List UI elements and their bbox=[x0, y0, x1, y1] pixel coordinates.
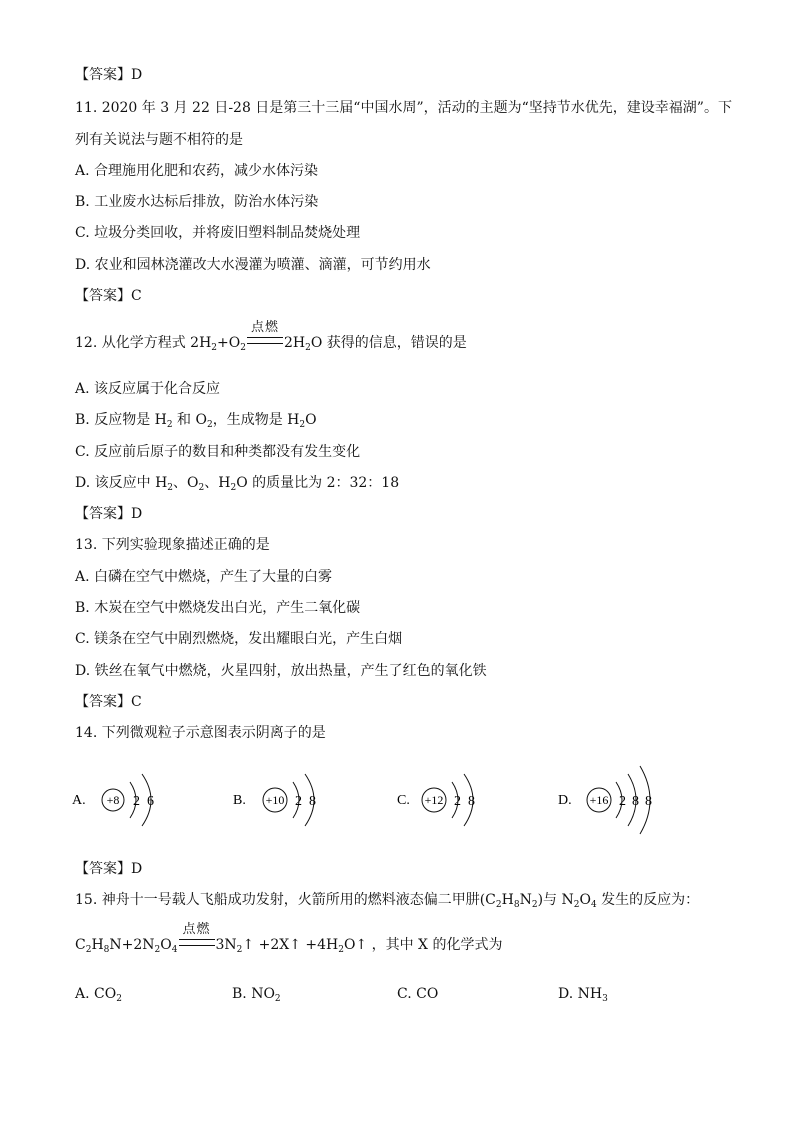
reaction-condition-arrow-q15: 点燃 bbox=[179, 936, 215, 954]
atom-d-nucleus-charge: +16 bbox=[589, 793, 609, 807]
q12-option-b: B. 反应物是 $H_2$ 和 $O_2$，生成物是 $H_2O$ bbox=[75, 412, 317, 430]
atom-diagram-d bbox=[558, 758, 678, 842]
atom-d-svg bbox=[558, 758, 678, 838]
q13-option-c: C. 镁条在空气中剧烈燃烧，发出耀眼白光，产生白烟 bbox=[75, 631, 403, 647]
q11-stem-line2: 列有关说法与题不相符的是 bbox=[75, 132, 243, 148]
q11-option-c: C. 垃圾分类回收，并将废旧塑料制品焚烧处理 bbox=[75, 225, 361, 241]
q13-option-b: B. 木炭在空气中燃烧发出白光，产生二氧化碳 bbox=[75, 600, 361, 616]
atom-a-shell-2-count: 6 bbox=[147, 794, 154, 809]
q13-option-a: A. 白磷在空气中燃烧，产生了大量的白雾 bbox=[75, 569, 333, 585]
atom-d-label: D. bbox=[558, 793, 572, 808]
atom-c-svg bbox=[397, 764, 517, 834]
atom-d-shell-2-count: 8 bbox=[632, 794, 639, 809]
q15-option-d: D. $NH_3$ bbox=[558, 986, 608, 1004]
atom-diagram-c bbox=[397, 764, 517, 838]
q12-option-c: C. 反应前后原子的数目和种类都没有发生变化 bbox=[75, 444, 361, 460]
atom-a-svg bbox=[72, 764, 192, 834]
atom-diagram-a bbox=[72, 764, 192, 838]
answer-q10: 【答案】D bbox=[75, 67, 143, 83]
q12-stem: 12. 从化学方程式 $2H_2+O_2$ 点燃 $2H_2O$ 获得的信息，错误的是 bbox=[75, 320, 467, 353]
q11-stem-line1: 11. 2020 年 3 月 22 日-28 日是第三十三届“中国水周”，活动的主题为“坚持节水优先，建设幸福湖”。下 bbox=[75, 100, 732, 116]
q15-option-b: B. $NO_2$ bbox=[232, 986, 281, 1004]
q12-option-d: D. 该反应中 $H_2$、$O_2$、$H_2O$ 的质量比为 2：32：18 bbox=[75, 475, 400, 493]
atom-c-shell-2-count: 8 bbox=[468, 794, 475, 809]
atom-b-shell-1-count: 2 bbox=[295, 794, 302, 809]
atom-a-label: A. bbox=[72, 793, 86, 808]
atom-b-label: B. bbox=[233, 793, 246, 808]
q11-option-b: B. 工业废水达标后排放，防治水体污染 bbox=[75, 194, 319, 210]
q15-stem: 15. 神舟十一号载人飞船成功发射，火箭所用的燃料液态偏二甲肼$(C_2H_8N_2)$与 $N_2O_4$ 发生的反应为： bbox=[75, 892, 700, 910]
answer-q14: 【答案】D bbox=[75, 861, 143, 877]
q13-option-d: D. 铁丝在氧气中燃烧，火星四射，放出热量，产生了红色的氧化铁 bbox=[75, 663, 487, 679]
answer-q12: 【答案】D bbox=[75, 506, 143, 522]
atom-a-shell-1-count: 2 bbox=[133, 794, 140, 809]
answer-q13: 【答案】C bbox=[75, 694, 142, 710]
q12-option-a: A. 该反应属于化合反应 bbox=[75, 381, 221, 397]
q15-option-a: A. $CO_2$ bbox=[75, 986, 122, 1004]
q15-equation: $C_2H_8N+2N_2O_4$ 点燃 $3N_2↑$ +2X↑ $+4H_2O↑$ ，其中 X 的化学式为 bbox=[75, 922, 503, 955]
atom-d-shell-1-count: 2 bbox=[619, 794, 626, 809]
atom-c-shell-1-count: 2 bbox=[454, 794, 461, 809]
atom-d-shell-3-count: 8 bbox=[645, 794, 652, 809]
atom-c-nucleus-charge: +12 bbox=[424, 793, 444, 807]
q14-stem: 14. 下列微观粒子示意图表示阴离子的是 bbox=[75, 725, 326, 741]
atom-diagram-b bbox=[233, 764, 353, 838]
atom-b-svg bbox=[233, 764, 353, 834]
q13-stem: 13. 下列实验现象描述正确的是 bbox=[75, 537, 270, 553]
atom-c-label: C. bbox=[397, 793, 410, 808]
q15-option-c: C. CO bbox=[397, 986, 439, 1002]
answer-q11: 【答案】C bbox=[75, 288, 142, 304]
reaction-condition-arrow: 点燃 bbox=[247, 334, 283, 352]
atom-b-nucleus-charge: +10 bbox=[265, 793, 285, 807]
atom-a-nucleus-charge: +8 bbox=[106, 793, 120, 807]
q11-option-a: A. 合理施用化肥和农药，减少水体污染 bbox=[75, 163, 319, 179]
q11-option-d: D. 农业和园林浇灌改大水漫灌为喷灌、滴灌，可节约用水 bbox=[75, 257, 431, 273]
atom-b-shell-2-count: 8 bbox=[309, 794, 316, 809]
